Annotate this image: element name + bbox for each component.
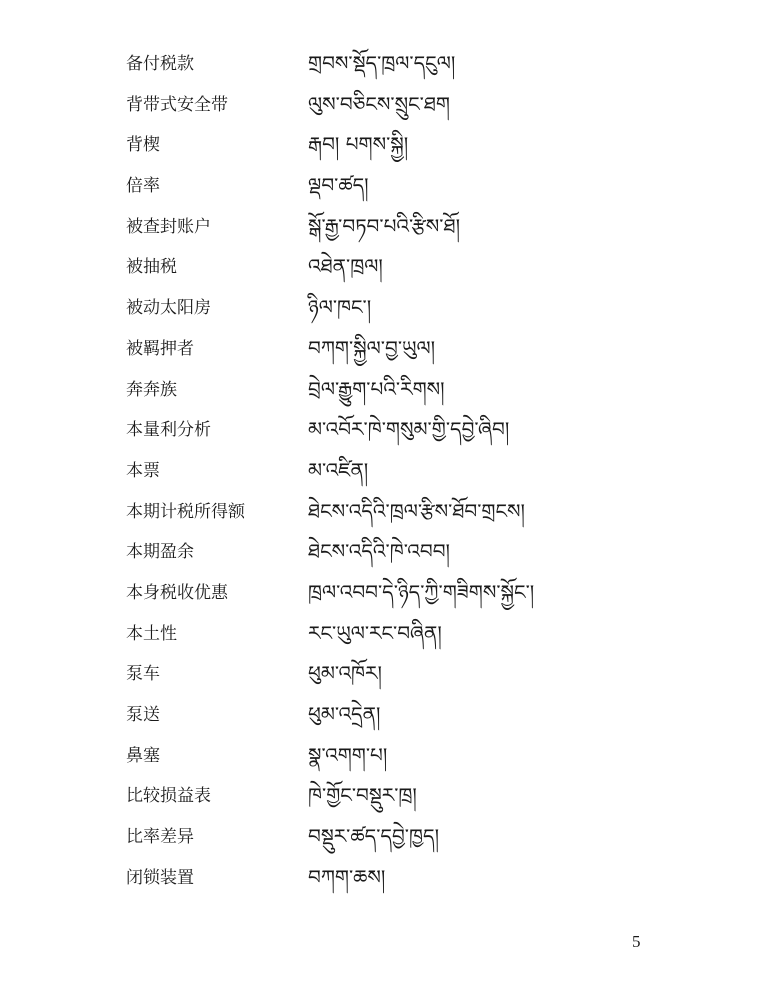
glossary-entry bbox=[0, 329, 760, 370]
glossary-entry bbox=[0, 817, 760, 858]
tibetan-term: སྒོ་རྒྱ་བཏབ་པའི་རྩིས་ཐོ། bbox=[308, 213, 461, 238]
chinese-term: 本票 bbox=[126, 460, 160, 481]
tibetan-term: བཀག་ཆས། bbox=[308, 864, 386, 889]
chinese-term: 泵车 bbox=[126, 664, 160, 685]
glossary-entry bbox=[0, 125, 760, 166]
glossary-entry bbox=[0, 85, 760, 126]
chinese-term: 本土性 bbox=[126, 623, 177, 644]
tibetan-term: འཐེན་ཁྲལ། bbox=[308, 254, 383, 279]
tibetan-term: མ་འབོར་ཁེ་གསུམ་གྱི་དབྱེ་ཞིབ། bbox=[308, 417, 510, 442]
page-number: 5 bbox=[632, 932, 641, 951]
tibetan-term: ཕུམ་འཁོར། bbox=[308, 661, 382, 686]
chinese-term: 被查封账户 bbox=[126, 216, 211, 237]
glossary-entry bbox=[0, 776, 760, 817]
tibetan-term: ལུས་བཅིངས་སྲུང་ཐག bbox=[308, 91, 450, 116]
tibetan-term: གྲབས་སྡོད་ཁྲལ་དངུལ། bbox=[308, 51, 456, 75]
tibetan-term: ཕུམ་འདྲེན། bbox=[308, 702, 381, 726]
glossary-entry bbox=[0, 207, 760, 248]
chinese-term: 闭锁装置 bbox=[126, 867, 194, 888]
chinese-term: 背楔 bbox=[126, 135, 160, 156]
glossary-entry bbox=[0, 288, 760, 329]
chinese-term: 背带式安全带 bbox=[126, 94, 228, 115]
chinese-term: 泵送 bbox=[126, 705, 160, 725]
tibetan-term: མ་འཛིན། bbox=[308, 457, 369, 482]
glossary-entry bbox=[0, 858, 760, 899]
glossary-list bbox=[0, 44, 760, 898]
glossary-entry bbox=[0, 736, 760, 777]
glossary-entry bbox=[0, 573, 760, 614]
tibetan-term: རང་ཡུལ་རང་བཞིན། bbox=[308, 620, 442, 645]
glossary-entry bbox=[0, 654, 760, 695]
glossary-entry bbox=[0, 370, 760, 411]
tibetan-term: བྲེལ་རྒྱུག་པའི་རིགས། bbox=[308, 376, 445, 401]
chinese-term: 倍率 bbox=[126, 176, 160, 197]
chinese-term: 本身税收优惠 bbox=[126, 582, 228, 603]
tibetan-term: བཀག་སྐྱིལ་བྱ་ཡུལ། bbox=[308, 335, 436, 360]
chinese-term: 比率差异 bbox=[126, 827, 194, 848]
chinese-term: 被动太阳房 bbox=[126, 298, 211, 319]
glossary-entry bbox=[0, 492, 760, 533]
chinese-term: 本量利分析 bbox=[126, 420, 211, 441]
glossary-entry bbox=[0, 614, 760, 655]
tibetan-term: སྣ་འགག་པ། bbox=[308, 742, 388, 767]
tibetan-term: ཐེངས་འདིའི་ཁེ་འབབ། bbox=[308, 539, 450, 564]
tibetan-term: ཐེངས་འདིའི་ཁྲལ་རྩིས་ཐོབ་གྲངས། bbox=[308, 498, 525, 523]
glossary-entry bbox=[0, 166, 760, 207]
tibetan-term: ཁེ་གྱོང་བསྡུར་ཁྲ། bbox=[308, 783, 417, 808]
glossary-entry bbox=[0, 247, 760, 288]
chinese-term: 本期计税所得额 bbox=[126, 501, 245, 522]
tibetan-term: ཉིལ་ཁང་། bbox=[308, 295, 372, 320]
chinese-term: 被抽税 bbox=[126, 257, 177, 278]
tibetan-term: ལྡབ་ཚད། bbox=[308, 173, 369, 198]
chinese-term: 被羁押者 bbox=[126, 338, 194, 359]
chinese-term: 鼻塞 bbox=[126, 745, 160, 766]
glossary-entry bbox=[0, 695, 760, 736]
glossary-entry bbox=[0, 44, 760, 85]
glossary-entry bbox=[0, 410, 760, 451]
tibetan-term: བསྡུར་ཚད་དབྱེ་ཁྱད། bbox=[308, 824, 440, 849]
chinese-term: 备付税款 bbox=[126, 54, 194, 74]
chinese-term: 比较损益表 bbox=[126, 786, 211, 807]
glossary-entry bbox=[0, 532, 760, 573]
tibetan-term: ཁྲལ་འབབ་དེ་ཉིད་ཀྱི་གཟིགས་སྐྱོང་། bbox=[308, 579, 535, 604]
chinese-term: 奔奔族 bbox=[126, 379, 177, 400]
tibetan-term: རྒབ། པགས་སྐྱི། bbox=[308, 132, 409, 157]
glossary-entry bbox=[0, 451, 760, 492]
chinese-term: 本期盈余 bbox=[126, 542, 194, 563]
